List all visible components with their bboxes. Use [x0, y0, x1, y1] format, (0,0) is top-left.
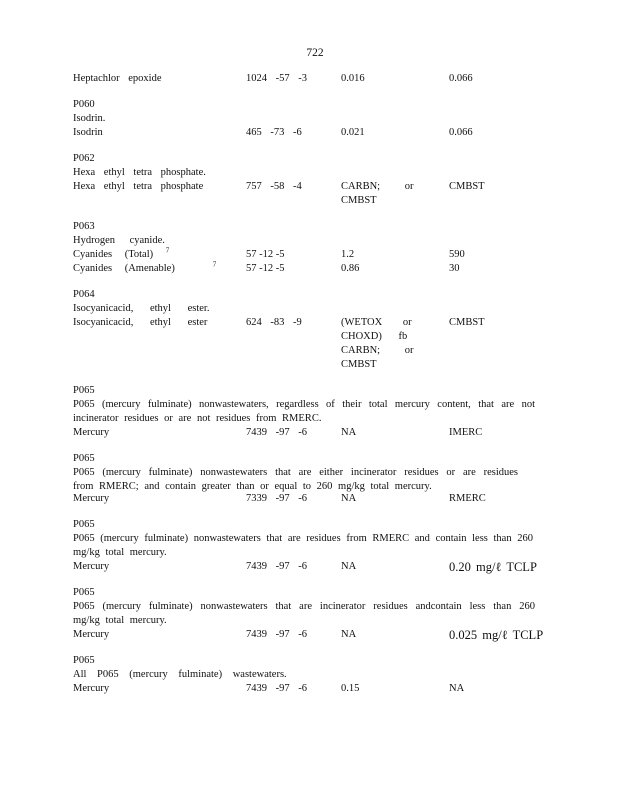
wastewater-standard: NA: [341, 427, 357, 438]
table-row-continuation: [0, 330, 618, 344]
waste-code: P065: [73, 453, 95, 464]
nonwastewater-standard: IMERC: [449, 427, 483, 438]
nonwastewater-standard: 0.025 mg/ℓ TCLP: [449, 628, 544, 642]
cas-number: 7439 -97 -6: [246, 683, 307, 694]
table-row: [0, 126, 618, 140]
constituent-name: Cyanides (Amenable) $^7$: [73, 260, 217, 274]
constituent-name: Mercury: [73, 561, 110, 572]
table-row: [0, 492, 618, 506]
cas-number: 7439 -97 -6: [246, 427, 307, 438]
table-row-continuation: [0, 344, 618, 358]
constituent-name: Isodrin: [73, 127, 103, 138]
waste-code: P063: [73, 221, 95, 232]
wastewater-standard-cont: CMBST: [341, 359, 377, 370]
wastewater-standard: 0.016: [341, 73, 365, 84]
waste-description: Hydrogen cyanide.: [73, 235, 165, 246]
waste-description: P065 (mercury fulminate) nonwastewaters that are either incinerator residues or are residues from RMERC; and contain greater than or equal to 260 mg/kg total mercury.: [73, 467, 518, 492]
cas-number: 7439 -97 -6: [246, 629, 307, 640]
waste-code: P064: [73, 289, 95, 300]
table-row: [0, 262, 618, 276]
table-row: [0, 180, 618, 194]
constituent-name: Mercury: [73, 427, 110, 438]
constituent-name: Cyanides (Total) $^7$: [73, 246, 170, 260]
wastewater-standard-cont: CHOXD) fb: [341, 331, 408, 342]
waste-description: Isodrin.: [73, 113, 106, 124]
wastewater-standard: 1.2: [341, 249, 355, 260]
footnote-marker: 7: [212, 260, 217, 269]
waste-description: Hexa ethyl tetra phosphate.: [73, 167, 206, 178]
waste-description: P065 (mercury fulminate) nonwastewaters that are incinerator residues andcontain less than 260 mg/kg total mercury.: [73, 601, 535, 626]
waste-description: P065 (mercury fulminate) nonwastewaters that are residues from RMERC and contain less than 260 mg/kg total mercury.: [73, 533, 533, 558]
nonwastewater-standard: 0.20 mg/ℓ TCLP: [449, 560, 537, 574]
waste-description: All P065 (mercury fulminate) wastewaters.: [73, 669, 287, 680]
cas-number: 57 -12 -5: [246, 249, 285, 260]
table-row: [0, 682, 618, 696]
waste-code: P065: [73, 587, 95, 598]
constituent-name: Hexa ethyl tetra phosphate: [73, 181, 204, 192]
footnote-marker: 7: [165, 246, 170, 255]
cas-number: 7439 -97 -6: [246, 561, 307, 572]
cas-number: 1024 -57 -3: [246, 73, 307, 84]
table-row: [0, 426, 618, 440]
cas-number: 757 -58 -4: [246, 181, 302, 192]
table-row-continuation: [0, 358, 618, 372]
table-row: [0, 72, 618, 86]
nonwastewater-standard: RMERC: [449, 493, 486, 504]
wastewater-standard: NA: [341, 629, 357, 640]
nonwastewater-standard: 0.066: [449, 127, 473, 138]
waste-code: P062: [73, 153, 95, 164]
constituent-name: Mercury: [73, 629, 110, 640]
cas-number: 465 -73 -6: [246, 127, 302, 138]
wastewater-standard: 0.86: [341, 263, 360, 274]
constituent-name: Mercury: [73, 493, 110, 504]
constituent-name: Heptachlor epoxide: [73, 73, 162, 84]
waste-code: P065: [73, 385, 95, 396]
table-row: [0, 560, 618, 574]
waste-code: P060: [73, 99, 95, 110]
waste-description: P065 (mercury fulminate) nonwastewaters, regardless of their total mercury content, that are not incinerator residues or are not residues from RMERC.: [73, 399, 535, 424]
table-row: [0, 316, 618, 330]
cas-number: 624 -83 -9: [246, 317, 302, 328]
table-row-continuation: [0, 194, 618, 208]
wastewater-standard: NA: [341, 493, 357, 504]
wastewater-standard-cont: CMBST: [341, 195, 377, 206]
cas-number: 7339 -97 -6: [246, 493, 307, 504]
wastewater-standard-cont: CARBN; or: [341, 345, 414, 356]
waste-description: Isocyanicacid, ethyl ester.: [73, 303, 210, 314]
wastewater-standard: CARBN; or: [341, 181, 414, 192]
nonwastewater-standard: CMBST: [449, 181, 485, 192]
constituent-name: Mercury: [73, 683, 110, 694]
table-row: [0, 628, 618, 642]
nonwastewater-standard: 30: [449, 263, 460, 274]
nonwastewater-standard: 0.066: [449, 73, 473, 84]
cas-number: 57 -12 -5: [246, 263, 285, 274]
constituent-name: Isocyanicacid, ethyl ester: [73, 317, 208, 328]
page-number: 722: [306, 47, 324, 59]
table-row: [0, 248, 618, 262]
wastewater-standard: NA: [341, 561, 357, 572]
wastewater-standard: 0.15: [341, 683, 360, 694]
wastewater-standard: (WETOX or: [341, 317, 412, 328]
waste-code: P065: [73, 519, 95, 530]
nonwastewater-standard: CMBST: [449, 317, 485, 328]
wastewater-standard: 0.021: [341, 127, 365, 138]
nonwastewater-standard: NA: [449, 683, 465, 694]
waste-code: P065: [73, 655, 95, 666]
nonwastewater-standard: 590: [449, 249, 465, 260]
